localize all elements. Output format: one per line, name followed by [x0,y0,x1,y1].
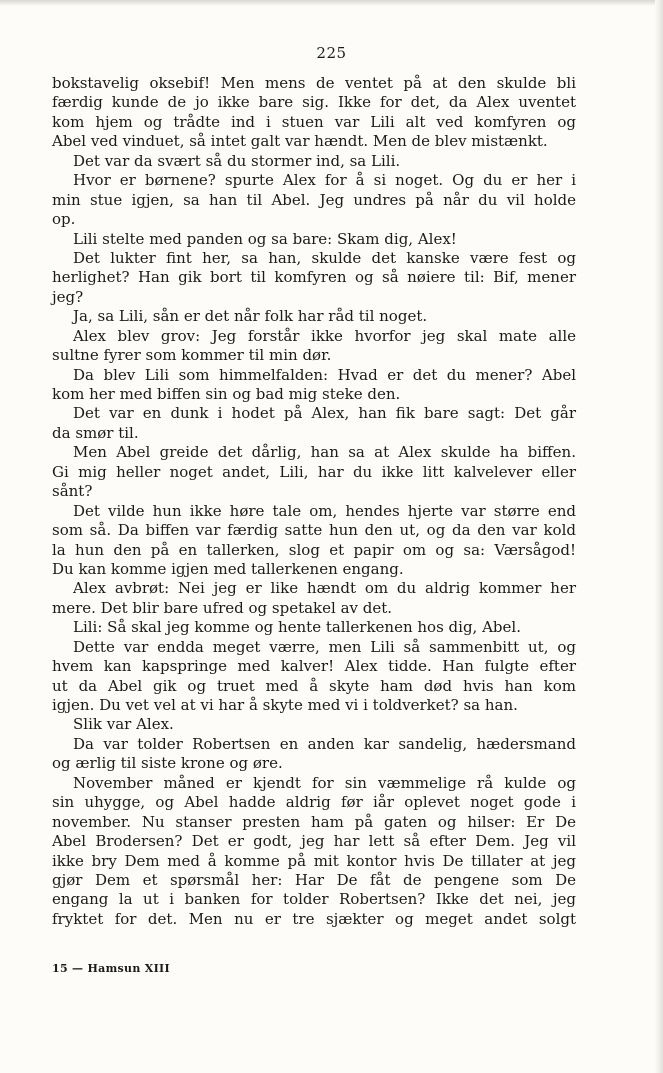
text-body [52,74,576,929]
text-line: sultne fyrer som kommer til min dør. [52,346,332,365]
text-line: Lili stelte med panden og sa bare: Skam dig, Alex! [73,229,457,248]
text-line: og ærlig til siste krone og øre. [52,754,283,773]
text-line: Hvor er børnene? spurte Alex for å si noget. Og du er her i [73,171,576,190]
text-line: færdig kunde de jo ikke bare sig. Ikke for det, da Alex uventet [52,93,576,112]
text-line: Abel Brodersen? Det er godt, jeg har lett så efter Dem. Jeg vil [52,832,576,851]
text-line: Alex avbrøt: Nei jeg er like hændt om du aldrig kommer her [73,579,576,598]
text-line: fryktet for det. Men nu er tre sjækter og meget andet solgt [52,909,576,928]
text-line: Dette var endda meget værre, men Lili så sammenbitt ut, og [73,637,576,656]
text-line: Det var en dunk i hodet på Alex, han fik bare sagt: Det går [73,404,576,423]
text-line: la hun den på en tallerken, slog et papir om og sa: Værsågod! [52,540,576,559]
text-line: ikke bry Dem med å komme på mit kontor hvis De tillater at jeg [52,851,576,870]
text-line: engang la ut i banken for tolder Robertsen? Ikke det nei, jeg [52,890,576,909]
text-line: op. [52,210,76,229]
text-line: Lili: Så skal jeg komme og hente tallerkenen hos dig, Abel. [73,618,521,637]
text-line: November måned er kjendt for sin væmmelige rå kulde og [73,773,576,792]
text-line: jeg? [52,287,84,306]
text-line: Det lukter fint her, sa han, skulde det kanske være fest og [73,248,576,267]
text-line: sin uhygge, og Abel hadde aldrig før iår oplevet noget gode i [52,793,576,812]
text-line: Ja, sa Lili, sån er det når folk har råd til noget. [73,307,428,326]
text-line: Alex blev grov: Jeg forstår ikke hvorfor jeg skal mate alle [73,326,576,345]
text-line: Det var da svært så du stormer ind, sa Lili. [73,151,401,170]
text-line: Du kan komme igjen med tallerkenen engang. [52,559,404,578]
footer-signature: 15 — Hamsun XIII [52,962,170,975]
text-line: Slik var Alex. [73,715,174,734]
text-line: som så. Da biffen var færdig satte hun den ut, og da den var kold [52,521,576,540]
page-edge-top [0,0,663,6]
text-line: Da blev Lili som himmelfalden: Hvad er det du mener? Abel [73,365,576,384]
text-line: mere. Det blir bare ufred og spetakel av det. [52,598,393,617]
page-edge-right [655,0,663,1073]
text-line: min stue igjen, sa han til Abel. Jeg undres på når du vil holde [52,190,576,209]
page-number: 225 [316,44,347,62]
text-line: bokstavelig oksebif! Men mens de ventet på at den skulde bli [52,74,576,92]
text-line: kom hjem og trådte ind i stuen var Lili alt ved komfyren og [52,112,576,131]
text-line: Da var tolder Robertsen en anden kar sandelig, hædersmand [73,734,576,753]
text-line: november. Nu stanser presten ham på gaten og hilser: Er De [52,812,576,831]
text-line: kom her med biffen sin og bad mig steke den. [52,385,401,403]
text-line: Men Abel greide det dårlig, han sa at Alex skulde ha biffen. [73,443,576,462]
text-line: gjør Dem et spørsmål her: Har De fåt de pengene som De [52,870,576,889]
text-line: sånt? [52,482,93,501]
text-line: herlighet? Han gik bort til komfyren og så nøiere til: Bif, mener [52,268,576,287]
text-line: Gi mig heller noget andet, Lili, har du ikke litt kalvelever eller [52,462,576,481]
text-line: Det vilde hun ikke høre tale om, hendes hjerte var større end [73,501,576,520]
text-line: da smør til. [52,423,139,442]
text-line: igjen. Du vet vel at vi har å skyte med vi i toldverket? sa han. [52,696,518,714]
text-line: ut da Abel gik og truet med å skyte ham død hvis han kom [52,676,576,695]
text-line: Abel ved vinduet, så intet galt var hændt. Men de blev mistænkt. [52,132,548,151]
text-line: hvem kan kapspringe med kalver! Alex tidde. Han fulgte efter [52,657,576,676]
